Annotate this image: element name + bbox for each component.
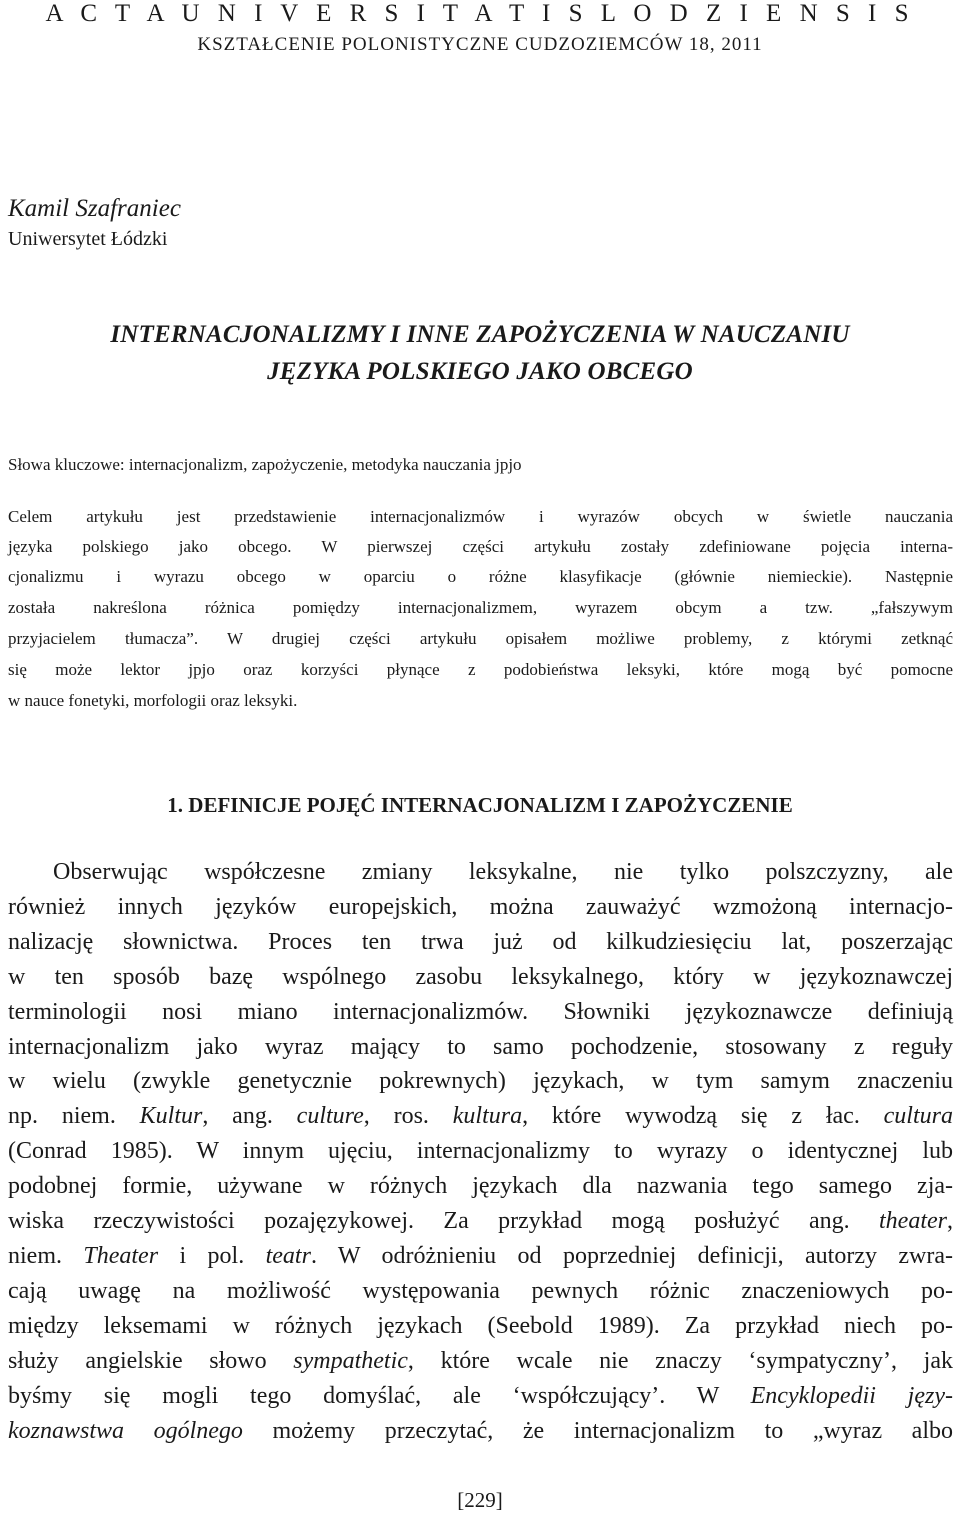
body-line: również innych języków europejskich, można zauważyć wzmożoną internacjo-: [8, 894, 953, 920]
body-line: (Conrad 1985). W innym ujęciu, internacjonalizmy to wyrazy o identycznej lub: [8, 1138, 953, 1164]
body-text: . W odróżnieniu od poprzedniej definicji, autorzy zwra-: [310, 1243, 953, 1269]
body-text: ,: [947, 1208, 953, 1234]
body-text: i pol.: [158, 1243, 266, 1269]
body-text: wiska rzeczywistości pozajęzykowej. Za przykład mogą posłużyć ang.: [8, 1208, 880, 1234]
body-text: służy angielskie słowo: [8, 1348, 294, 1374]
body-text: , ros.: [363, 1103, 453, 1129]
body-text: , ang.: [202, 1103, 297, 1129]
body-italic: culture: [296, 1103, 364, 1129]
body-line: [8, 1099, 953, 1133]
body-text: niem.: [8, 1243, 84, 1269]
body-line: [8, 855, 953, 889]
body-line: [8, 1204, 953, 1238]
abstract-line: języka polskiego jako obcego. W pierwszej części artykułu zostały zdefiniowane pojęcia interna-: [8, 537, 953, 556]
body-line: [8, 1344, 953, 1378]
body-line: [8, 1379, 953, 1413]
body-italic: kultura: [452, 1103, 523, 1129]
body-line: terminologii nosi miano internacjonalizmów. Słowniki językoznawcze definiują: [8, 999, 953, 1025]
abstract-line: przyjacielem tłumacza”. W drugiej części artykułu opisałem możliwe problemy, z którymi zetknąć: [8, 629, 953, 648]
body-text: np. niem.: [8, 1103, 140, 1129]
article-title-line-2: JĘZYKA POLSKIEGO JAKO OBCEGO: [267, 358, 693, 385]
journal-title: A C T A U N I V E R S I T A T I S L O D Z I E N S I S: [45, 0, 915, 27]
section-heading: 1. DEFINICJE POJĘĆ INTERNACJONALIZM I ZAPOŻYCZENIE: [167, 793, 793, 817]
author-affiliation: Uniwersytet Łódzki: [8, 228, 168, 250]
body-italic: Kultur: [139, 1103, 203, 1129]
body-line: między leksemami w różnych językach (Seebold 1989). Za przykład niech po-: [8, 1313, 953, 1339]
body-line: w wielu (zwykle genetycznie pokrewnych) językach, w tym samym znaczeniu: [8, 1068, 953, 1094]
body-text: byśmy się mogli tego domyślać, ale ‘współczujący’. W: [8, 1383, 751, 1409]
body-line: nalizację słownictwa. Proces ten trwa już od kilkudziesięciu lat, poszerzając: [8, 929, 953, 955]
body-italic: Encyklopedii języ-: [750, 1383, 953, 1409]
keywords: Słowa kluczowe: internacjonalizm, zapożyczenie, metodyka nauczania jpjo: [8, 455, 522, 474]
body-italic: theater: [879, 1208, 947, 1234]
article-title-line-1: INTERNACJONALIZMY I INNE ZAPOŻYCZENIA W NAUCZANIU: [110, 321, 850, 348]
abstract-line: została nakreślona różnica pomiędzy internacjonalizmem, wyrazem obcym a tzw. „fałszywym: [8, 598, 953, 617]
abstract-line: się może lektor jpjo oraz korzyści płynące z podobieństwa leksyki, które mogą być pomocne: [8, 660, 953, 679]
body-line: w ten sposób bazę wspólnego zasobu leksykalnego, który w językoznawczej: [8, 964, 953, 990]
body-text: Obserwując współczesne zmiany leksykalne, nie tylko polszczyzny, ale: [53, 859, 953, 885]
body-text: , które wcale nie znaczy ‘sympatyczny’, jak: [407, 1348, 953, 1374]
body-line: podobnej formie, używane w różnych językach dla nazwania tego samego zja-: [8, 1173, 953, 1199]
abstract-line: w nauce fonetyki, morfologii oraz leksyki.: [8, 691, 298, 710]
body-italic: koznawstwa ogólnego: [8, 1418, 243, 1444]
body-text: możemy przeczytać, że internacjonalizm to „wyraz albo: [242, 1418, 953, 1444]
body-line: internacjonalizm jako wyraz mający to samo pochodzenie, stosowany z reguły: [8, 1034, 953, 1060]
body-italic: Theater: [83, 1243, 159, 1269]
body-italic: cultura: [883, 1103, 953, 1129]
body-italic: teatr: [265, 1243, 311, 1269]
body-italic: sympathetic: [293, 1348, 408, 1374]
body-line: [8, 1239, 953, 1273]
abstract-line: Celem artykułu jest przedstawienie internacjonalizmów i wyrazów obcych w świetle nauczania: [8, 507, 953, 526]
body-line: [8, 1414, 953, 1448]
page-number: [229]: [457, 1488, 503, 1512]
body-text: , które wywodzą się z łac.: [522, 1103, 884, 1129]
body-line: cają uwagę na możliwość występowania pewnych różnic znaczeniowych po-: [8, 1278, 953, 1304]
journal-series: KSZTAŁCENIE POLONISTYCZNE CUDZOZIEMCÓW 18, 2011: [197, 34, 763, 55]
author-name: Kamil Szafraniec: [8, 195, 181, 222]
abstract-line: cjonalizmu i wyrazu obcego w oparciu o różne klasyfikacje (głównie niemieckie). Następnie: [8, 567, 953, 586]
